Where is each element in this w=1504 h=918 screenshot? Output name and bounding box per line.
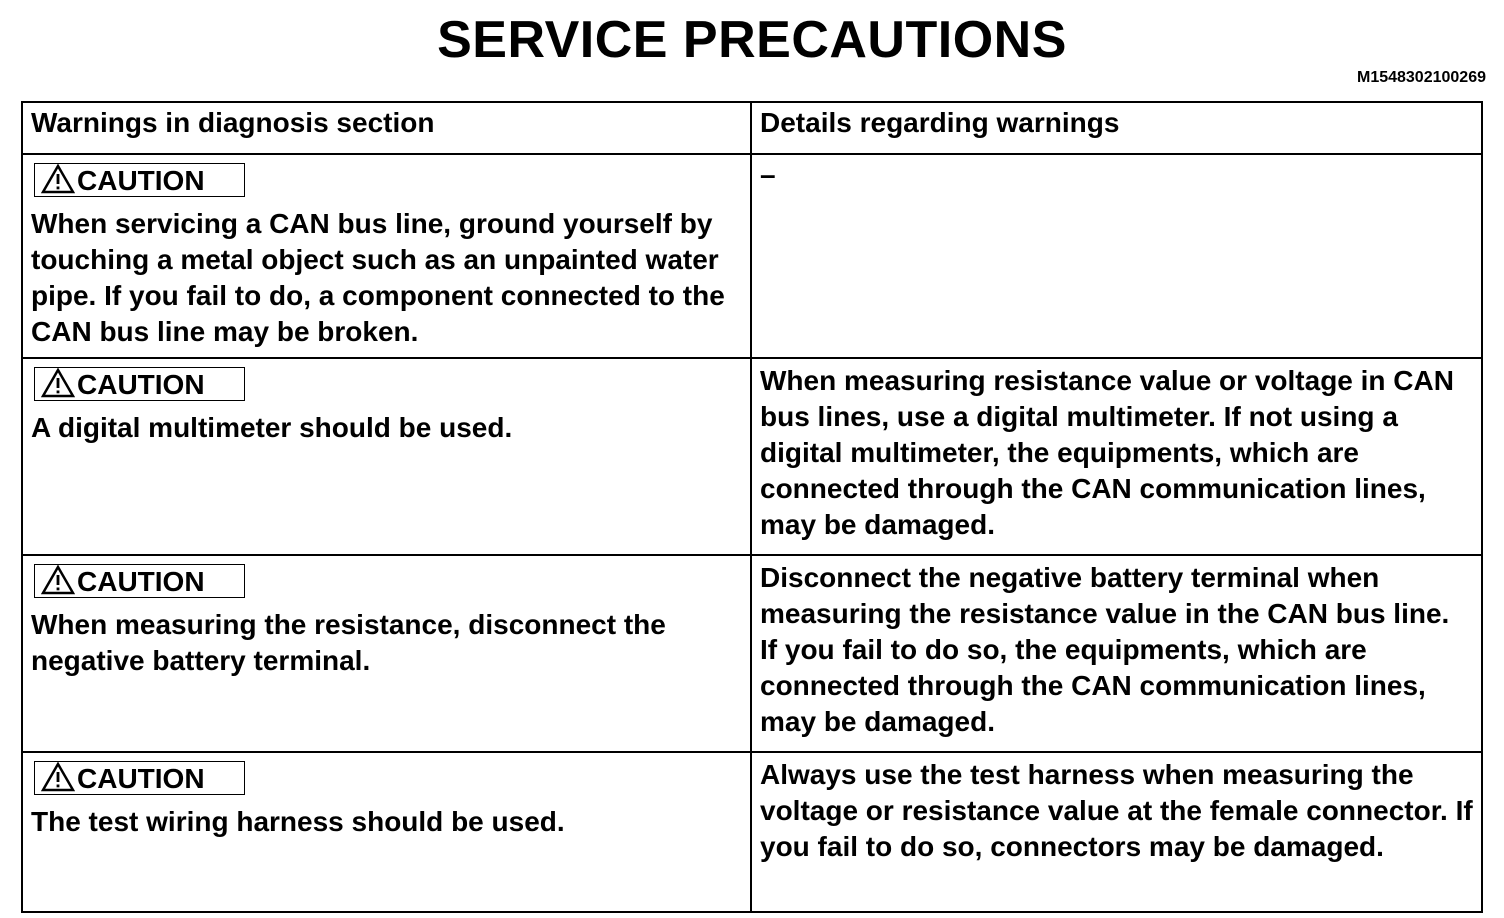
caution-badge [34, 564, 245, 598]
table-header-row [22, 102, 1482, 154]
table-row [22, 154, 1482, 358]
caution-label: CAUTION [77, 369, 205, 400]
table-row [22, 752, 1482, 912]
page-title: SERVICE PRECAUTIONS [437, 11, 1067, 69]
detail-cell [751, 752, 1482, 912]
warning-text: A digital multimeter should be used. [31, 412, 513, 443]
caution-badge [34, 761, 245, 795]
warning-triangle-icon [41, 164, 75, 194]
table-row [22, 358, 1482, 555]
caution-label: CAUTION [77, 763, 205, 794]
detail-cell [751, 358, 1482, 555]
warning-cell [22, 154, 751, 358]
detail-cell [751, 555, 1482, 752]
warning-cell [22, 752, 751, 912]
detail-text: – [760, 159, 776, 190]
warning-text: The test wiring harness should be used. [31, 806, 565, 837]
caution-badge [34, 367, 245, 401]
header-warnings: Warnings in diagnosis section [22, 102, 751, 154]
caution-label: CAUTION [77, 165, 205, 196]
warning-triangle-icon [41, 565, 75, 595]
header-details: Details regarding warnings [751, 102, 1482, 154]
warning-cell [22, 555, 751, 752]
warning-cell [22, 358, 751, 555]
detail-cell [751, 154, 1482, 358]
precautions-table [21, 101, 1483, 913]
caution-badge [34, 163, 245, 197]
detail-text: Always use the test harness when measuring the voltage or resistance value at the female connector. If you fail to do so, connectors may be damaged. [760, 759, 1473, 862]
detail-text: When measuring resistance value or voltage in CAN bus lines, use a digital multimeter. If not using a digital multimeter, the equipments, which are connected through the CAN communication lines, may be damaged. [760, 365, 1454, 540]
warning-triangle-icon [41, 762, 75, 792]
warning-text: When servicing a CAN bus line, ground yourself by touching a metal object such as an unpainted water pipe. If you fail to do, a component connected to the CAN bus line may be broken. [31, 208, 725, 347]
document-code: M1548302100269 [1356, 69, 1486, 86]
caution-label: CAUTION [77, 566, 205, 597]
table-row [22, 555, 1482, 752]
warning-triangle-icon [41, 368, 75, 398]
warning-text: When measuring the resistance, disconnect the negative battery terminal. [31, 609, 666, 676]
detail-text: Disconnect the negative battery terminal when measuring the resistance value in the CAN bus line. If you fail to do so, the equipments, which are connected through the CAN communication lines, may be damaged. [760, 562, 1450, 737]
